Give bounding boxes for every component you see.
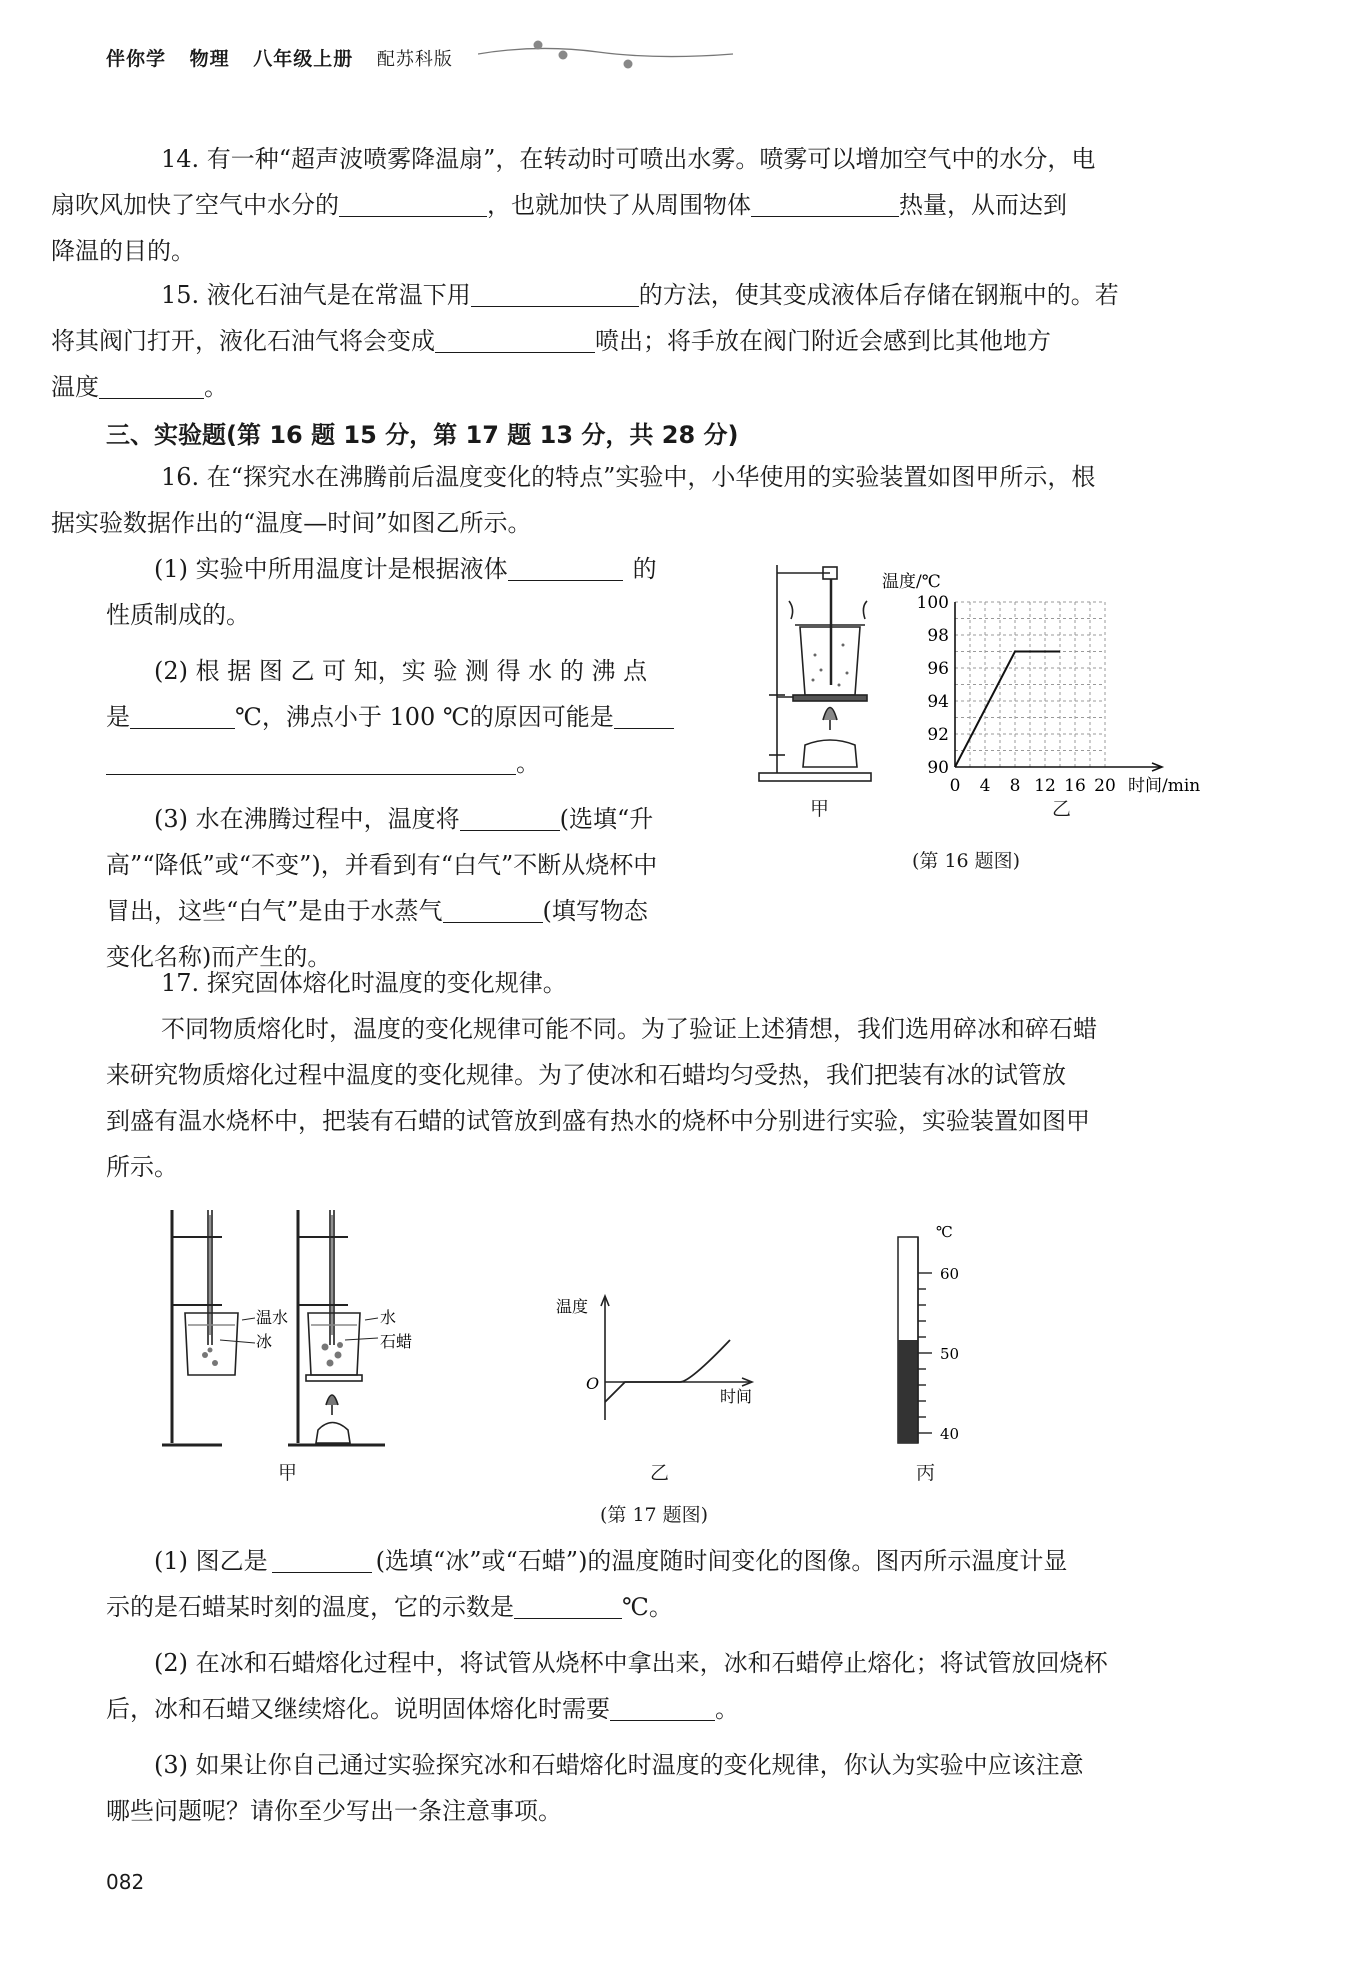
label-water: 水 [380, 1308, 397, 1327]
chart-x-tick-label: 4 [979, 776, 991, 796]
chart-x-tick-label: 16 [1064, 776, 1086, 796]
grade: 八年级上册 [253, 48, 354, 70]
chart-y-tick-label: 90 [927, 758, 949, 778]
figure-16-caption: (第 16 题图) [912, 850, 1021, 872]
chart-x-tick-label: 12 [1034, 776, 1056, 796]
blank-17-2[interactable] [514, 1592, 622, 1619]
thermometer-tick-60: 60 [940, 1265, 960, 1283]
chart-series-line [955, 652, 1060, 768]
label-time: 时间 [720, 1387, 753, 1406]
label-temp: 温度 [556, 1297, 589, 1316]
thermometer-unit: ℃ [936, 1225, 953, 1241]
blank-14-1[interactable] [339, 190, 487, 217]
figure-16-jia-label: 甲 [810, 798, 830, 820]
melting-apparatus-figure [160, 1205, 420, 1455]
blank-15-3[interactable] [99, 372, 204, 399]
blank-15-2[interactable] [435, 326, 595, 353]
thermometer-tick-50: 50 [940, 1345, 960, 1363]
blank-15-1[interactable] [471, 280, 639, 307]
boiling-apparatus-figure [755, 545, 875, 785]
book-name: 伴你学 [106, 48, 167, 70]
chart-y-tick-label: 92 [927, 725, 949, 745]
chart-y-tick-label: 100 [916, 593, 949, 613]
figure-17-jia-label: 甲 [278, 1462, 298, 1484]
chart-y-tick-label: 96 [927, 659, 949, 679]
chart-x-tick-label: 20 [1094, 776, 1116, 796]
chart-x-tick-label: 8 [1009, 776, 1021, 796]
label-origin: O [586, 1374, 600, 1393]
figure-17-bing-label: 丙 [916, 1462, 936, 1484]
blank-16-2[interactable] [130, 702, 235, 729]
figure-16-yi-label: 乙 [1052, 798, 1072, 820]
question-17-parts: (1) 图乙是 (选填“冰”或“石蜡”)的温度随时间变化的图像。图丙所示温度计显 示的是石蜡某时刻的温度，它的示数是 ℃。 (2) 在冰和石蜡熔化过程中，将试管从烧杯中拿出来，冰和石蜡停止熔化；将试管放回烧杯 后，冰和石蜡又继续熔化。说明固体熔化时需要 。 (3) 如果让你自己通过实验探究冰和石蜡熔化时温度的变化规律，你认为实验中应该注意 哪些问题呢？请你至少写出一条注意事项。 [106, 1547, 1108, 1825]
temperature-time-chart [870, 565, 1230, 820]
label-ice: 冰 [256, 1332, 273, 1351]
blank-17-1[interactable] [272, 1546, 372, 1573]
figure-17-yi-label: 乙 [650, 1462, 670, 1484]
section-3-title: 三、实验题(第 16 题 15 分，第 17 题 13 分，共 28 分) [106, 421, 739, 449]
figure-17-caption: (第 17 题图) [600, 1504, 709, 1526]
chart-x-tick-label: 0 [949, 776, 961, 796]
chart-x-axis-label: 时间/min [1128, 776, 1201, 796]
blank-14-2[interactable] [751, 190, 899, 217]
blank-16-1[interactable] [508, 554, 623, 581]
question-16-parts: (1) 实验中所用温度计是根据液体 的 性质制成的。 (2) 根 据 图 乙 可 知，实 验 测 得 水 的 沸 点 是 ℃，沸点小于 100 ℃的原因可能是 。 (3) 水在沸腾过程中，温度将 (选填“升 高”“降低”或“不变”)，并看到有“白气”不断从烧杯中 冒出，这些“白气”是由于水蒸气 (填写物态 变化名称)而产生的。 [106, 546, 736, 980]
page-number: 082 [106, 1870, 145, 1894]
page-header [106, 44, 469, 71]
blank-16-4[interactable] [460, 804, 560, 831]
blank-16-3a[interactable] [614, 702, 674, 729]
thermometer-tick-40: 40 [940, 1425, 960, 1443]
blank-16-5[interactable] [443, 896, 543, 923]
header-decoration-icon [478, 36, 738, 76]
label-warm-water: 温水 [256, 1308, 289, 1327]
question-15: 15. 液化石油气是在常温下用 的方法，使其变成液体后存储在钢瓶中的。若 将其阀门打开，液化石油气将会变成 喷出；将手放在阀门附近会感到比其他地方 温度 。 [51, 281, 1119, 401]
question-16-intro: 16. 在“探究水在沸腾前后温度变化的特点”实验中，小华使用的实验装置如图甲所示，根 据实验数据作出的“温度—时间”如图乙所示。 [51, 463, 1096, 537]
blank-17-3[interactable] [610, 1694, 715, 1721]
melting-curve-figure [550, 1290, 770, 1440]
question-17-intro: 17. 探究固体熔化时温度的变化规律。 不同物质熔化时，温度的变化规律可能不同。为了验证上述猜想，我们选用碎冰和碎石蜡 来研究物质熔化过程中温度的变化规律。为了使冰和石蜡均匀受热，我们把装有冰的试管放 到盛有温水烧杯中，把装有石蜡的试管放到盛有热水的烧杯中分别进行实验，实验装置如图甲 所示。 [106, 969, 1097, 1181]
chart-y-axis-label: 温度/℃ [882, 572, 941, 592]
chart-y-tick-label: 98 [927, 626, 949, 646]
blank-16-3b[interactable] [106, 748, 516, 775]
subject: 物理 [189, 48, 230, 70]
edition: 配苏科版 [376, 49, 453, 70]
chart-y-tick-label: 94 [927, 692, 949, 712]
question-14: 14. 有一种“超声波喷雾降温扇”，在转动时可喷出水雾。喷雾可以增加空气中的水分，电 扇吹风加快了空气中水分的 ，也就加快了从周围物体 热量，从而达到 降温的目的。 [51, 145, 1096, 265]
label-wax: 石蜡 [380, 1332, 413, 1351]
thermometer-figure [880, 1225, 1000, 1450]
